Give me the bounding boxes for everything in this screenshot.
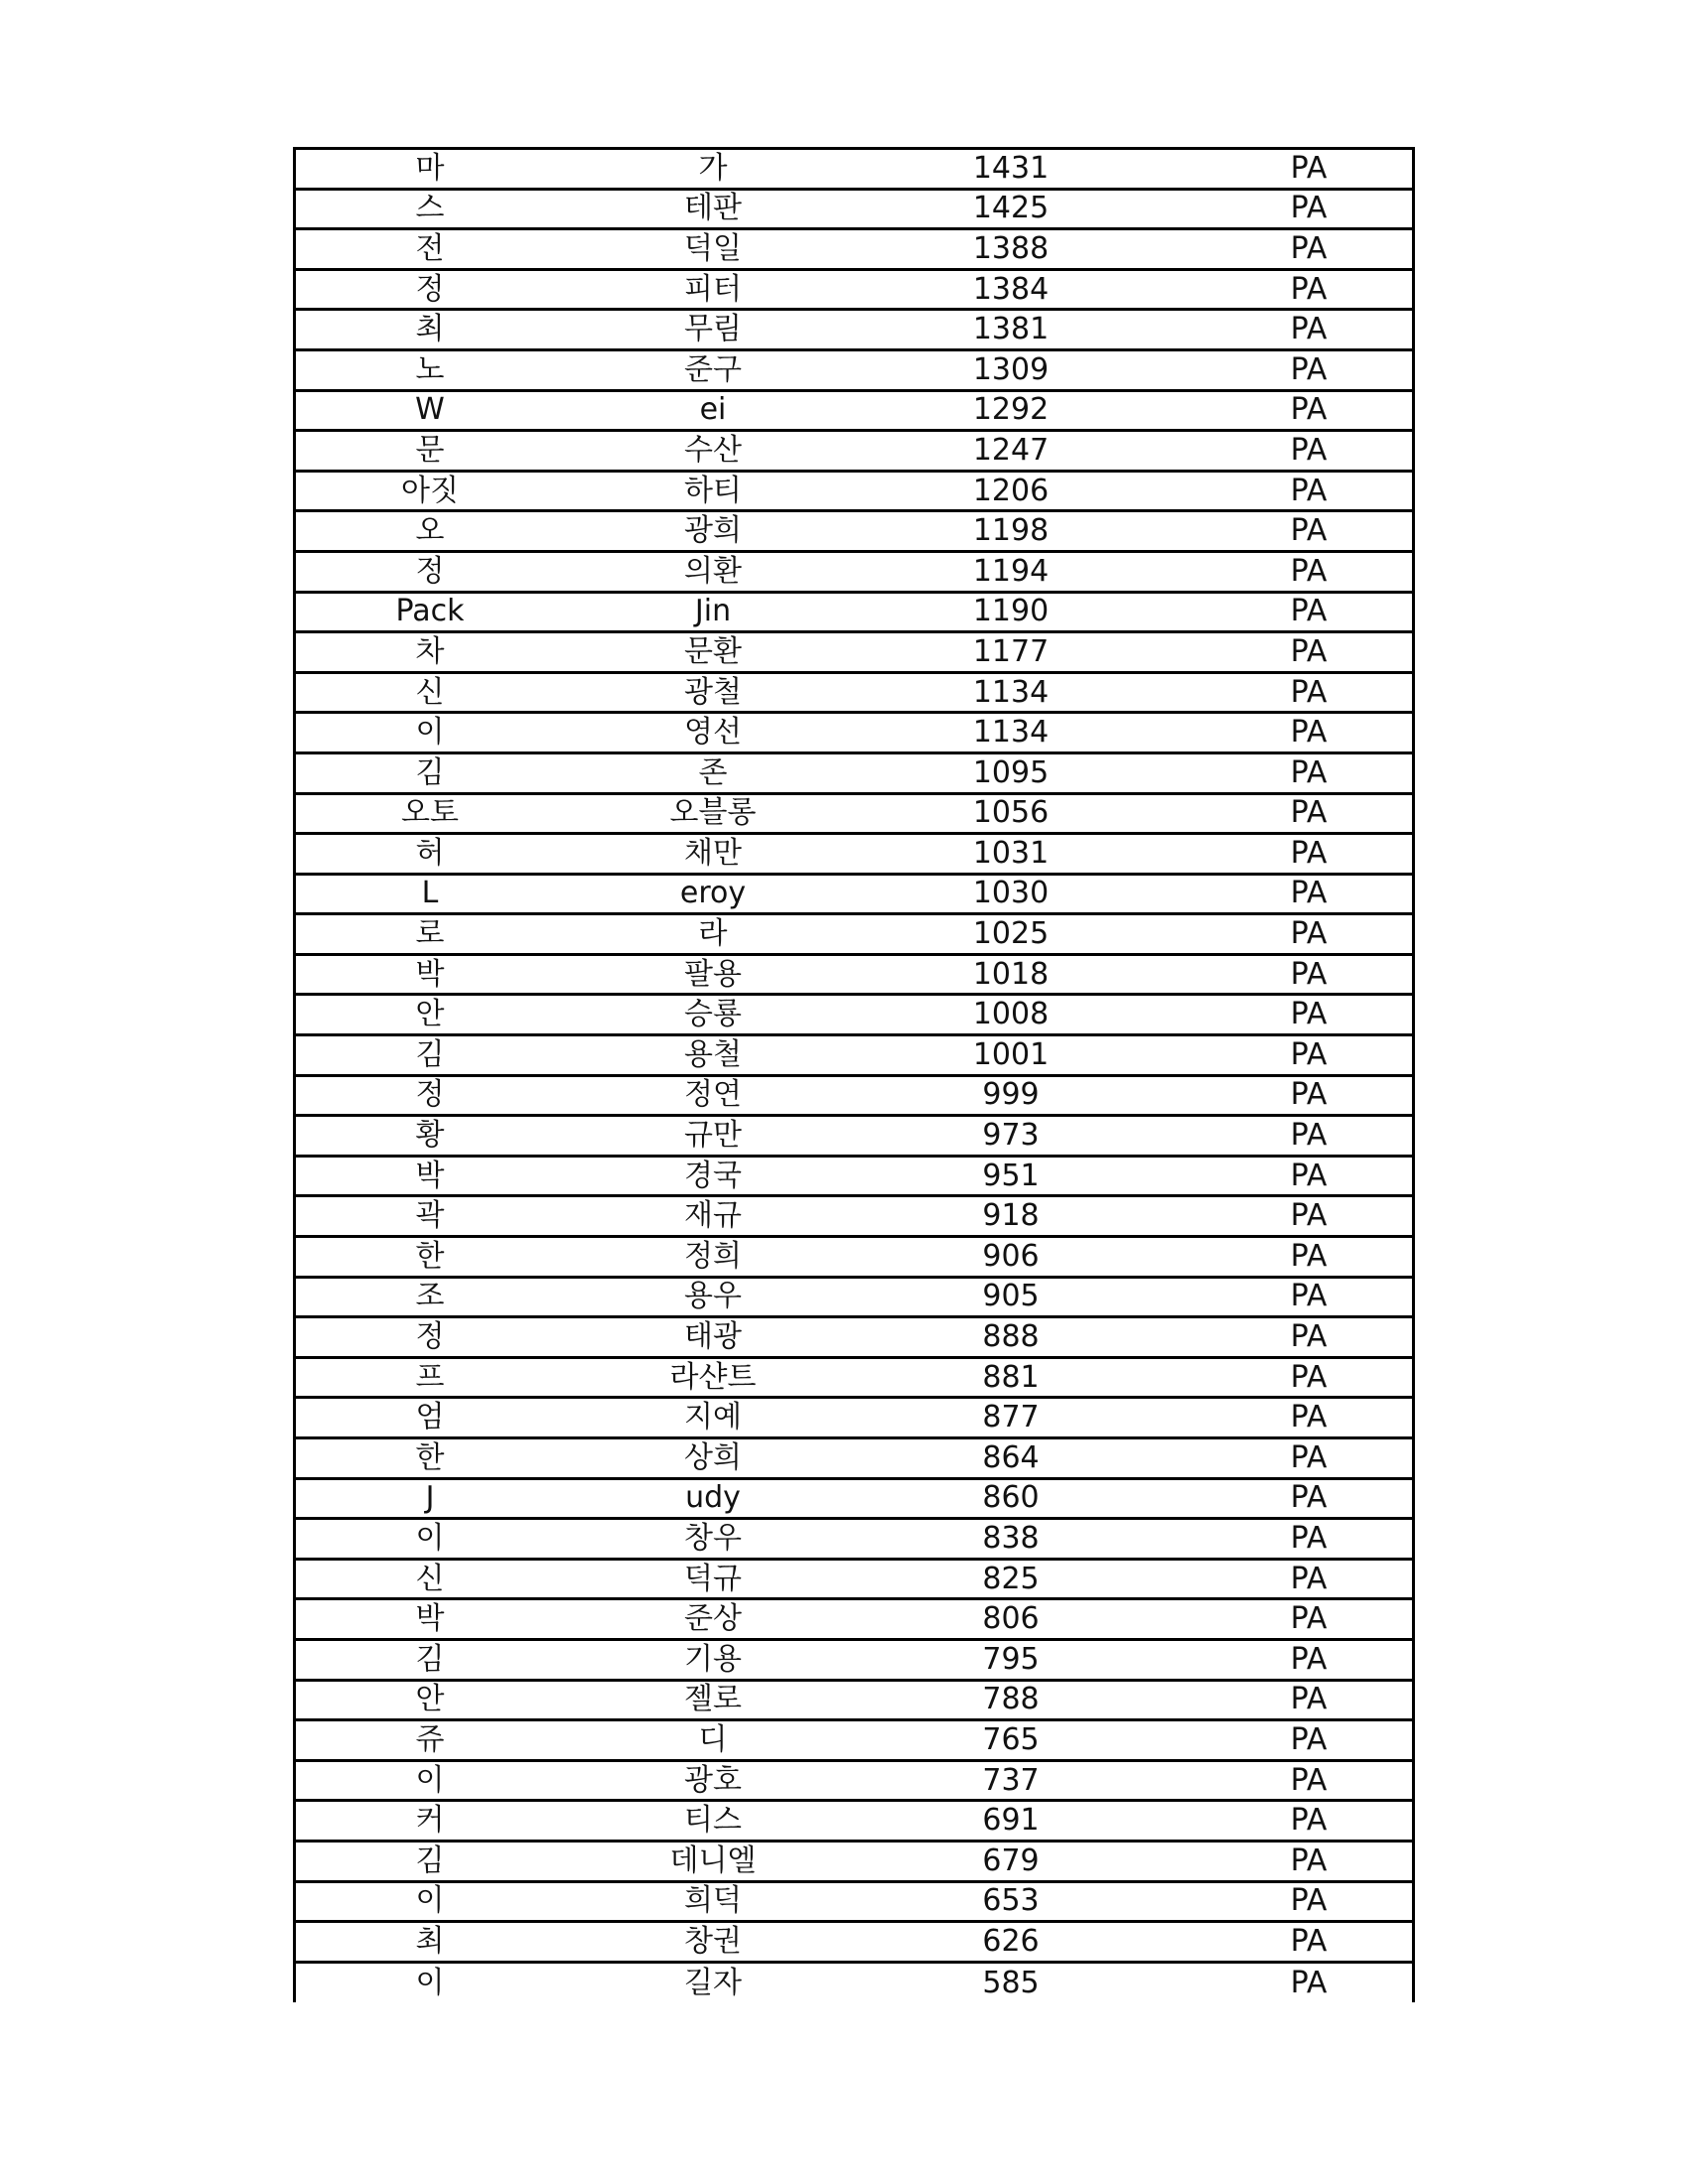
- state-cell: PA: [1290, 432, 1328, 468]
- first-name-cell: 채만: [684, 835, 742, 871]
- first-name-cell: 준구: [684, 351, 742, 387]
- last-name-cell: 정: [415, 553, 445, 589]
- first-name-cell: Jin: [694, 594, 732, 629]
- last-name-cell: 김: [415, 754, 445, 790]
- first-name-cell: 재규: [684, 1198, 742, 1234]
- first-name-cell: 가: [698, 150, 728, 186]
- last-name-cell: 김: [415, 1641, 445, 1677]
- score-cell: 1431: [972, 150, 1050, 186]
- score-cell: 1018: [972, 956, 1050, 992]
- first-name-cell: eroy: [679, 876, 747, 911]
- first-name-cell: 광희: [684, 513, 742, 549]
- first-name-cell: 준상: [684, 1601, 742, 1637]
- score-cell: 1008: [972, 997, 1050, 1032]
- state-cell: PA: [1290, 473, 1328, 508]
- last-name-cell: 곽: [415, 1198, 445, 1234]
- table-row: [296, 594, 1412, 634]
- first-name-cell: 상희: [684, 1439, 742, 1475]
- state-cell: PA: [1290, 1682, 1328, 1717]
- last-name-cell: 이: [415, 1762, 445, 1798]
- table-row: [296, 150, 1412, 191]
- score-cell: 1206: [972, 473, 1050, 508]
- table-row: [296, 1641, 1412, 1682]
- last-name-cell: 한: [415, 1439, 445, 1475]
- score-cell: 825: [982, 1561, 1040, 1596]
- table-row: [296, 1682, 1412, 1722]
- last-name-cell: 최: [415, 1923, 445, 1959]
- last-name-cell: 신: [415, 1561, 445, 1596]
- last-name-cell: 차: [415, 633, 445, 669]
- state-cell: PA: [1290, 1077, 1328, 1113]
- state-cell: PA: [1290, 1036, 1328, 1072]
- table-row: [296, 1117, 1412, 1158]
- state-cell: PA: [1290, 1520, 1328, 1556]
- table-row: [296, 1480, 1412, 1521]
- score-cell: 905: [982, 1279, 1040, 1314]
- first-name-cell: 젤로: [684, 1682, 742, 1717]
- first-name-cell: 경국: [684, 1158, 742, 1193]
- state-cell: PA: [1290, 1439, 1328, 1475]
- table-row: [296, 633, 1412, 674]
- last-name-cell: 황: [415, 1118, 445, 1154]
- first-name-cell: 덕일: [684, 230, 742, 266]
- state-cell: PA: [1290, 271, 1328, 307]
- score-cell: 1198: [972, 513, 1050, 549]
- state-cell: PA: [1290, 997, 1328, 1032]
- table-row: [296, 1520, 1412, 1561]
- first-name-cell: 규만: [684, 1118, 742, 1154]
- last-name-cell: 김: [415, 1843, 445, 1878]
- table-row: [296, 1238, 1412, 1279]
- table-row: [296, 1964, 1412, 2004]
- last-name-cell: 안: [415, 997, 445, 1032]
- table-row: [296, 1036, 1412, 1077]
- last-name-cell: L: [421, 876, 439, 911]
- first-name-cell: 정희: [684, 1238, 742, 1274]
- score-cell: 864: [982, 1439, 1040, 1475]
- score-cell: 860: [982, 1480, 1040, 1516]
- state-cell: PA: [1290, 351, 1328, 387]
- data-table: [293, 147, 1415, 2002]
- score-cell: 1190: [972, 594, 1050, 629]
- last-name-cell: 문: [415, 432, 445, 468]
- first-name-cell: 문환: [684, 633, 742, 669]
- score-cell: 1384: [972, 271, 1050, 307]
- state-cell: PA: [1290, 795, 1328, 831]
- score-cell: 795: [982, 1641, 1040, 1677]
- table-row: [296, 714, 1412, 754]
- score-cell: 1056: [972, 795, 1050, 831]
- state-cell: PA: [1290, 392, 1328, 428]
- table-row: [296, 674, 1412, 715]
- state-cell: PA: [1290, 1198, 1328, 1234]
- state-cell: PA: [1290, 1238, 1328, 1274]
- score-cell: 1177: [972, 633, 1050, 669]
- table-row: [296, 835, 1412, 876]
- first-name-cell: 팔용: [684, 956, 742, 992]
- last-name-cell: 마: [415, 150, 445, 186]
- state-cell: PA: [1290, 916, 1328, 952]
- first-name-cell: 오블롱: [669, 795, 757, 831]
- state-cell: PA: [1290, 230, 1328, 266]
- last-name-cell: 이: [415, 1883, 445, 1919]
- state-cell: PA: [1290, 1721, 1328, 1757]
- table-row: [296, 876, 1412, 916]
- state-cell: PA: [1290, 1561, 1328, 1596]
- table-row: [296, 1762, 1412, 1803]
- score-cell: 1025: [972, 916, 1050, 952]
- state-cell: PA: [1290, 553, 1328, 589]
- score-cell: 1292: [972, 392, 1050, 428]
- last-name-cell: 박: [415, 956, 445, 992]
- first-name-cell: 지예: [684, 1400, 742, 1435]
- score-cell: 1095: [972, 754, 1050, 790]
- last-name-cell: 신: [415, 674, 445, 710]
- state-cell: PA: [1290, 674, 1328, 710]
- table-row: [296, 392, 1412, 433]
- score-cell: 918: [982, 1198, 1040, 1234]
- table-row: [296, 1399, 1412, 1439]
- table-row: [296, 230, 1412, 271]
- state-cell: PA: [1290, 1359, 1328, 1395]
- first-name-cell: 덕규: [684, 1561, 742, 1596]
- table-row: [296, 512, 1412, 553]
- last-name-cell: 최: [415, 312, 445, 347]
- first-name-cell: 창권: [684, 1923, 742, 1959]
- score-cell: 1031: [972, 835, 1050, 871]
- score-cell: 1030: [972, 876, 1050, 911]
- first-name-cell: 무림: [684, 312, 742, 347]
- state-cell: PA: [1290, 191, 1328, 226]
- state-cell: PA: [1290, 1279, 1328, 1314]
- score-cell: 1381: [972, 312, 1050, 347]
- state-cell: PA: [1290, 876, 1328, 911]
- table-row: [296, 1318, 1412, 1359]
- first-name-cell: 디: [698, 1721, 728, 1757]
- state-cell: PA: [1290, 1601, 1328, 1637]
- first-name-cell: 창우: [684, 1520, 742, 1556]
- last-name-cell: 이: [415, 1966, 445, 2001]
- table-row: [296, 1923, 1412, 1964]
- table-row: [296, 553, 1412, 594]
- score-cell: 838: [982, 1520, 1040, 1556]
- first-name-cell: 티스: [684, 1803, 742, 1839]
- score-cell: 653: [982, 1883, 1040, 1919]
- state-cell: PA: [1290, 1843, 1328, 1878]
- first-name-cell: 용철: [684, 1036, 742, 1072]
- first-name-cell: 하티: [684, 473, 742, 508]
- first-name-cell: 라샨트: [669, 1359, 757, 1395]
- score-cell: 906: [982, 1238, 1040, 1274]
- table-row: [296, 432, 1412, 473]
- first-name-cell: 태광: [684, 1319, 742, 1355]
- score-cell: 1309: [972, 351, 1050, 387]
- score-cell: 679: [982, 1843, 1040, 1878]
- first-name-cell: 존: [698, 754, 728, 790]
- score-cell: 1194: [972, 553, 1050, 589]
- state-cell: PA: [1290, 1158, 1328, 1193]
- score-cell: 1388: [972, 230, 1050, 266]
- table-row: [296, 1359, 1412, 1400]
- last-name-cell: 아짓: [401, 473, 459, 508]
- first-name-cell: ei: [699, 392, 727, 428]
- first-name-cell: udy: [685, 1480, 741, 1516]
- last-name-cell: 이: [415, 1520, 445, 1556]
- table-row: [296, 311, 1412, 351]
- first-name-cell: 테판: [684, 191, 742, 226]
- score-cell: 585: [982, 1966, 1040, 2001]
- table-row: [296, 473, 1412, 513]
- score-cell: 788: [982, 1682, 1040, 1717]
- score-cell: 1134: [972, 715, 1050, 751]
- score-cell: 1134: [972, 674, 1050, 710]
- score-cell: 973: [982, 1118, 1040, 1154]
- table-row: [296, 351, 1412, 392]
- table-row: [296, 1197, 1412, 1238]
- first-name-cell: 라: [698, 916, 728, 952]
- state-cell: PA: [1290, 1883, 1328, 1919]
- table-row: [296, 191, 1412, 231]
- last-name-cell: 스: [415, 191, 445, 226]
- first-name-cell: 용우: [684, 1279, 742, 1314]
- first-name-cell: 피터: [684, 271, 742, 307]
- last-name-cell: 로: [415, 916, 445, 952]
- last-name-cell: 허: [415, 835, 445, 871]
- last-name-cell: 한: [415, 1238, 445, 1274]
- table-row: [296, 1158, 1412, 1198]
- score-cell: 881: [982, 1359, 1040, 1395]
- last-name-cell: 이: [415, 715, 445, 751]
- state-cell: PA: [1290, 1400, 1328, 1435]
- table-row: [296, 1843, 1412, 1883]
- table-row: [296, 271, 1412, 312]
- last-name-cell: 정: [415, 1077, 445, 1113]
- table-row: [296, 754, 1412, 795]
- score-cell: 765: [982, 1721, 1040, 1757]
- score-cell: 1001: [972, 1036, 1050, 1072]
- score-cell: 951: [982, 1158, 1040, 1193]
- score-cell: 1247: [972, 432, 1050, 468]
- last-name-cell: Pack: [395, 594, 465, 629]
- table-row: [296, 996, 1412, 1036]
- score-cell: 737: [982, 1762, 1040, 1798]
- score-cell: 888: [982, 1319, 1040, 1355]
- first-name-cell: 승룡: [684, 997, 742, 1032]
- table-row: [296, 1077, 1412, 1118]
- table-row: [296, 1439, 1412, 1480]
- table-row: [296, 1561, 1412, 1601]
- state-cell: PA: [1290, 715, 1328, 751]
- state-cell: PA: [1290, 1118, 1328, 1154]
- state-cell: PA: [1290, 1923, 1328, 1959]
- last-name-cell: 노: [415, 351, 445, 387]
- last-name-cell: 오토: [401, 795, 459, 831]
- table-row: [296, 795, 1412, 836]
- state-cell: PA: [1290, 150, 1328, 186]
- score-cell: 1425: [972, 191, 1050, 226]
- table-row: [296, 956, 1412, 997]
- table-row: [296, 1600, 1412, 1641]
- score-cell: 691: [982, 1803, 1040, 1839]
- score-cell: 877: [982, 1400, 1040, 1435]
- first-name-cell: 광호: [684, 1762, 742, 1798]
- first-name-cell: 의환: [684, 553, 742, 589]
- state-cell: PA: [1290, 1319, 1328, 1355]
- state-cell: PA: [1290, 594, 1328, 629]
- state-cell: PA: [1290, 1966, 1328, 2001]
- first-name-cell: 정연: [684, 1077, 742, 1113]
- first-name-cell: 길자: [684, 1966, 742, 2001]
- table-row: [296, 1883, 1412, 1924]
- state-cell: PA: [1290, 513, 1328, 549]
- last-name-cell: 안: [415, 1682, 445, 1717]
- state-cell: PA: [1290, 1641, 1328, 1677]
- table-row: [296, 1802, 1412, 1843]
- state-cell: PA: [1290, 956, 1328, 992]
- first-name-cell: 데니엘: [669, 1843, 757, 1878]
- score-cell: 806: [982, 1601, 1040, 1637]
- last-name-cell: 쥬: [415, 1721, 445, 1757]
- state-cell: PA: [1290, 312, 1328, 347]
- last-name-cell: J: [425, 1480, 435, 1516]
- state-cell: PA: [1290, 1762, 1328, 1798]
- first-name-cell: 수산: [684, 432, 742, 468]
- table-row: [296, 915, 1412, 956]
- state-cell: PA: [1290, 633, 1328, 669]
- last-name-cell: 박: [415, 1158, 445, 1193]
- state-cell: PA: [1290, 835, 1328, 871]
- last-name-cell: 박: [415, 1601, 445, 1637]
- first-name-cell: 영선: [684, 715, 742, 751]
- last-name-cell: W: [415, 392, 445, 428]
- table-row: [296, 1279, 1412, 1319]
- score-cell: 999: [982, 1077, 1040, 1113]
- state-cell: PA: [1290, 1480, 1328, 1516]
- last-name-cell: 프: [415, 1359, 445, 1395]
- last-name-cell: 전: [415, 230, 445, 266]
- last-name-cell: 오: [415, 513, 445, 549]
- last-name-cell: 엄: [415, 1400, 445, 1435]
- last-name-cell: 정: [415, 1319, 445, 1355]
- state-cell: PA: [1290, 754, 1328, 790]
- last-name-cell: 커: [415, 1803, 445, 1839]
- table-row: [296, 1721, 1412, 1762]
- state-cell: PA: [1290, 1803, 1328, 1839]
- last-name-cell: 김: [415, 1036, 445, 1072]
- first-name-cell: 광철: [684, 674, 742, 710]
- score-cell: 626: [982, 1923, 1040, 1959]
- last-name-cell: 조: [415, 1279, 445, 1314]
- first-name-cell: 희덕: [684, 1883, 742, 1919]
- first-name-cell: 기용: [684, 1641, 742, 1677]
- last-name-cell: 정: [415, 271, 445, 307]
